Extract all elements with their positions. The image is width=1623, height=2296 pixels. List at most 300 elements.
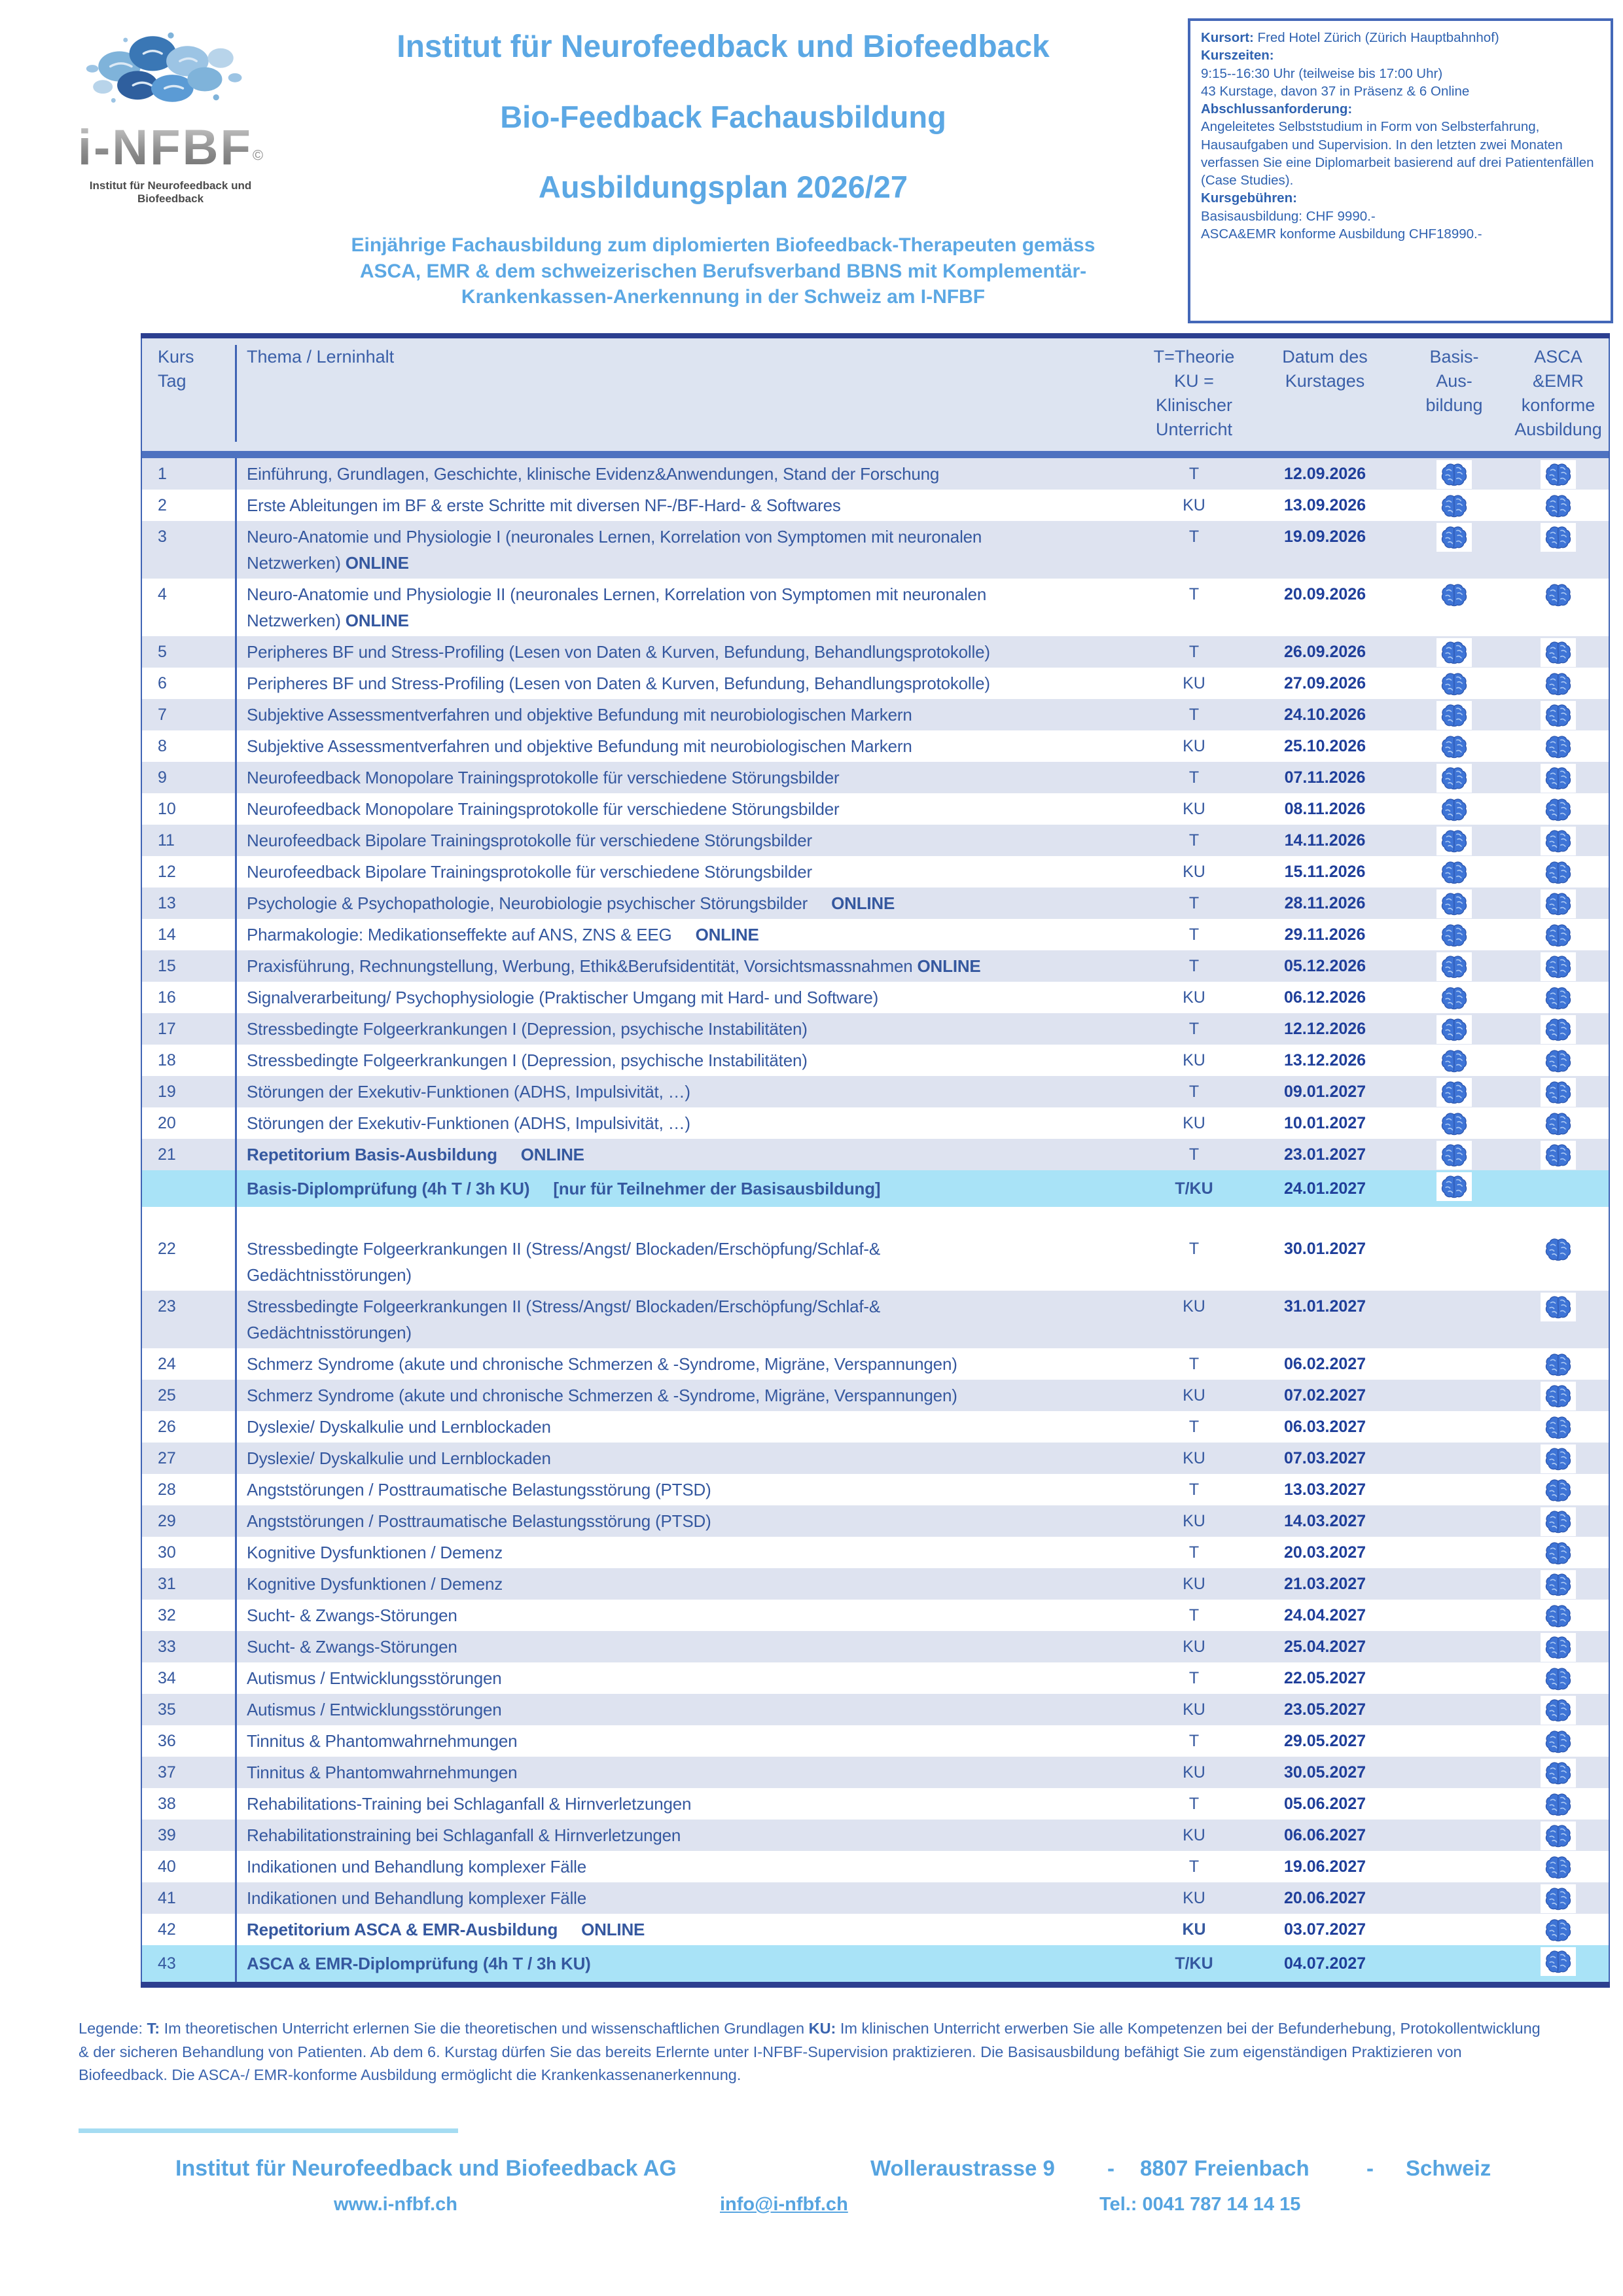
course-date: 22.05.2027 — [1283, 1669, 1366, 1687]
lesson-type: KU — [1183, 1297, 1205, 1316]
course-topic — [237, 1474, 1140, 1505]
info-value: Fred Hotel Zürich (Zürich Hauptbahnhof) — [1253, 30, 1499, 45]
icon-tile — [1436, 858, 1472, 887]
lesson-type: KU — [1183, 1575, 1205, 1593]
brain-icon — [1440, 924, 1468, 948]
basis-included-cell — [1402, 458, 1507, 489]
course-topic — [237, 1139, 1140, 1170]
info-value: ASCA&EMR konforme Ausbildung CHF18990.- — [1201, 226, 1482, 242]
basis-included-cell — [1402, 1725, 1507, 1727]
info-value: 43 Kurstage, davon 37 in Präsenz & 6 Online — [1201, 83, 1470, 99]
basis-included-cell — [1402, 1505, 1507, 1507]
course-row — [142, 730, 1609, 762]
course-date: 29.11.2026 — [1284, 925, 1366, 944]
brain-icon — [1544, 1049, 1572, 1073]
basis-included-cell — [1402, 1139, 1507, 1170]
asca-included-cell — [1507, 1945, 1610, 1976]
brain-icon — [1544, 641, 1572, 665]
brain-icon — [1440, 1081, 1468, 1105]
brain-icon — [1440, 766, 1468, 791]
table-top-bar — [141, 333, 1610, 338]
topic-segment: Dyslexie/ Dyskalkulie und Lernblockaden — [247, 1448, 551, 1468]
lesson-type: T — [1188, 1732, 1200, 1750]
asca-included-cell — [1507, 919, 1610, 950]
info-line — [1201, 29, 1600, 46]
basis-included-cell — [1402, 950, 1507, 981]
basis-included-cell — [1402, 1631, 1507, 1633]
course-row — [142, 1443, 1609, 1474]
topic-segment: Kognitive Dysfunktionen / Demenz — [247, 1543, 503, 1562]
course-row — [142, 1348, 1609, 1380]
topic-segment: Rehabilitationstraining bei Schlaganfall & Hirnverletzungen — [247, 1825, 681, 1845]
brain-icon — [1440, 861, 1468, 885]
asca-included-cell — [1507, 825, 1610, 855]
lesson-type: T — [1188, 1083, 1200, 1101]
course-topic — [237, 1851, 1140, 1882]
basis-included-cell — [1402, 1170, 1507, 1201]
footer-website: www.i-nfbf.ch — [334, 2194, 458, 2215]
asca-included-cell — [1507, 1139, 1610, 1170]
course-day-number: 38 — [142, 1788, 237, 1820]
course-day-number: 8 — [142, 730, 237, 762]
exam-row — [142, 1170, 1609, 1207]
table-header-row — [142, 338, 1609, 451]
footer-country: Schweiz — [1406, 2156, 1491, 2180]
brain-icon — [1544, 924, 1572, 948]
course-date: 07.03.2027 — [1283, 1449, 1366, 1467]
course-topic — [237, 1757, 1140, 1788]
brain-icon — [1440, 1143, 1468, 1168]
icon-tile — [1541, 795, 1576, 824]
topic-segment: Indikationen und Behandlung komplexer Fälle — [247, 1888, 586, 1908]
topic-segment: Pharmakologie: Medikationseffekte auf ANS, ZNS & EEG — [247, 925, 672, 944]
asca-included-cell — [1507, 579, 1610, 609]
footer-separator: - — [1107, 2156, 1115, 2180]
brain-icon — [1544, 583, 1572, 607]
course-date: 13.12.2026 — [1283, 1051, 1366, 1069]
subtitle: Einjährige Fachausbildung zum diplomierten Biofeedback-Therapeuten gemäss ASCA, EMR & dem schweizerischen Berufsverband BBNS mit Komplementär- Krankenkassen-Anerkennung in der Schweiz am I-NFBF — [351, 234, 1096, 308]
icon-tile — [1541, 827, 1576, 855]
topic-segment: ONLINE — [917, 956, 981, 976]
topic-segment: ONLINE — [345, 553, 409, 573]
spacer-row — [142, 1207, 1609, 1233]
topic-segment: Neurofeedback Bipolare Trainingsprotokolle für verschiedene Störungsbilder — [247, 862, 812, 882]
icon-tile — [1541, 1759, 1576, 1787]
course-row — [142, 1505, 1609, 1537]
brain-icon — [1544, 892, 1572, 916]
basis-included-cell — [1402, 1348, 1507, 1350]
topic-segment: Autismus / Entwicklungsstörungen — [247, 1668, 502, 1688]
lesson-type: KU — [1183, 1449, 1205, 1467]
topic-segment: Subjektive Assessmentverfahren und objektive Befundung mit neurobiologischen Markern — [247, 705, 912, 725]
legend-segment: Im theoretischen Unterricht erlernen Sie die theoretischen und wissenschaftlichen Grundlagen — [160, 2020, 809, 2037]
asca-included-cell — [1507, 1411, 1610, 1442]
asca-included-cell — [1507, 1045, 1610, 1075]
institute-logo — [58, 25, 283, 206]
brain-icon — [1544, 829, 1572, 853]
basis-included-cell — [1402, 699, 1507, 730]
brain-icon — [1544, 1081, 1572, 1105]
course-topic — [237, 1820, 1140, 1851]
brain-icon — [1544, 1384, 1572, 1408]
course-row — [142, 1107, 1609, 1139]
topic-segment: Angststörungen / Posttraumatische Belastungsstörung (PTSD) — [247, 1511, 711, 1531]
course-day-number: 9 — [142, 762, 237, 793]
course-day-number: 40 — [142, 1851, 237, 1882]
icon-tile — [1541, 1790, 1576, 1819]
basis-included-cell — [1402, 1291, 1507, 1293]
lesson-type: T — [1188, 1669, 1200, 1687]
icon-tile — [1541, 1382, 1576, 1410]
topic-segment: Erste Ableitungen im BF & erste Schritte mit diversen NF-/BF-Hard- & Softwares — [247, 495, 841, 515]
icon-tile — [1436, 1078, 1472, 1107]
brain-icon — [1544, 1238, 1572, 1262]
course-day-number — [142, 1170, 237, 1207]
basis-included-cell — [1402, 1107, 1507, 1138]
info-value: 9:15--16:30 Uhr (teilweise bis 17:00 Uhr) — [1201, 65, 1443, 81]
lesson-type: KU — [1183, 674, 1205, 692]
brain-icon — [1544, 672, 1572, 696]
lesson-type: T — [1188, 585, 1200, 603]
icon-tile — [1541, 764, 1576, 793]
info-line — [1201, 82, 1600, 100]
lesson-type: KU — [1183, 1512, 1205, 1530]
asca-included-cell — [1507, 1882, 1610, 1913]
icon-tile — [1436, 984, 1472, 1013]
topic-segment: Schmerz Syndrome (akute und chronische Schmerzen & -Syndrome, Migräne, Verspannungen) — [247, 1386, 957, 1405]
basis-included-cell — [1402, 982, 1507, 1013]
icon-tile — [1436, 670, 1472, 698]
icon-tile — [1436, 581, 1472, 609]
course-day-number: 21 — [142, 1139, 237, 1170]
lesson-type: T/KU — [1175, 1954, 1213, 1973]
asca-included-cell — [1507, 1851, 1610, 1882]
info-box-content — [1201, 29, 1600, 243]
lesson-type: T — [1188, 768, 1200, 787]
brain-icon — [1544, 735, 1572, 759]
brain-icon — [1544, 1416, 1572, 1440]
basis-included-cell — [1402, 521, 1507, 552]
basis-included-cell — [1402, 762, 1507, 793]
basis-included-cell — [1402, 856, 1507, 887]
asca-included-cell — [1507, 1076, 1610, 1107]
brain-icon — [1544, 955, 1572, 979]
lesson-type: KU — [1183, 1700, 1205, 1719]
course-day-number: 12 — [142, 856, 237, 888]
footer-email-link[interactable]: info@i-nfbf.ch — [720, 2194, 848, 2215]
asca-included-cell — [1507, 458, 1610, 489]
course-topic — [237, 1233, 1140, 1291]
icon-tile — [1436, 523, 1472, 552]
icon-tile — [1436, 1109, 1472, 1138]
topic-segment: Neurofeedback Monopolare Trainingsprotokolle für verschiedene Störungsbilder — [247, 799, 840, 819]
course-row — [142, 1013, 1609, 1045]
brain-logo-icon — [76, 25, 266, 123]
course-topic — [237, 1945, 1140, 1982]
course-topic — [237, 919, 1140, 950]
legend-text — [79, 2017, 1551, 2087]
brain-icon — [1544, 1510, 1572, 1534]
course-row — [142, 668, 1609, 699]
icon-tile — [1436, 460, 1472, 489]
brain-icon — [1544, 1541, 1572, 1566]
brain-icon — [1544, 1730, 1572, 1754]
course-row — [142, 1725, 1609, 1757]
course-row — [142, 1631, 1609, 1662]
icon-tile — [1436, 921, 1472, 950]
topic-segment: Sucht- & Zwangs-Störungen — [247, 1637, 457, 1657]
course-day-number: 27 — [142, 1443, 237, 1474]
lesson-type: KU — [1183, 1114, 1205, 1132]
course-day-number: 25 — [142, 1380, 237, 1411]
course-topic — [237, 1013, 1140, 1045]
course-day-number: 13 — [142, 888, 237, 919]
course-date: 25.10.2026 — [1283, 737, 1366, 755]
table-frame — [141, 338, 1610, 1982]
footer-street: Wolleraustrasse 9 — [870, 2156, 1055, 2180]
course-date: 28.11.2026 — [1284, 894, 1366, 912]
topic-segment: ASCA & EMR-Diplomprüfung (4h T / 3h KU) — [247, 1954, 591, 1973]
brain-icon — [1544, 463, 1572, 487]
course-day-number: 15 — [142, 950, 237, 982]
icon-tile — [1541, 1047, 1576, 1075]
course-title: Bio-Feedback Fachausbildung — [500, 99, 946, 134]
brain-icon — [1440, 829, 1468, 853]
course-date: 20.03.2027 — [1283, 1543, 1366, 1562]
course-topic — [237, 856, 1140, 888]
course-date: 05.06.2027 — [1283, 1795, 1366, 1813]
lesson-type: KU — [1183, 863, 1205, 881]
asca-included-cell — [1507, 730, 1610, 761]
icon-tile — [1541, 1476, 1576, 1505]
topic-segment: Dyslexie/ Dyskalkulie und Lernblockaden — [247, 1417, 551, 1437]
course-date: 05.12.2026 — [1283, 957, 1366, 975]
topic-segment: Kognitive Dysfunktionen / Demenz — [247, 1574, 503, 1594]
icon-tile — [1541, 1141, 1576, 1170]
course-day-number: 19 — [142, 1076, 237, 1107]
course-row — [142, 1914, 1609, 1945]
lesson-type: T — [1188, 643, 1200, 661]
icon-tile — [1541, 858, 1576, 887]
lesson-type: T — [1188, 1145, 1200, 1164]
basis-included-cell — [1402, 1820, 1507, 1821]
basis-included-cell — [1402, 1788, 1507, 1790]
basis-included-cell — [1402, 730, 1507, 761]
course-topic — [237, 950, 1140, 982]
course-date: 25.04.2027 — [1283, 1638, 1366, 1656]
icon-tile — [1541, 921, 1576, 950]
course-day-number: 28 — [142, 1474, 237, 1505]
lesson-type: T — [1188, 528, 1200, 546]
course-topic — [237, 1170, 1140, 1207]
asca-included-cell — [1507, 636, 1610, 667]
basis-included-cell — [1402, 1233, 1507, 1235]
course-row — [142, 982, 1609, 1013]
brain-icon — [1544, 1447, 1572, 1471]
course-day-number: 3 — [142, 521, 237, 579]
asca-included-cell — [1507, 1443, 1610, 1473]
icon-tile — [1541, 581, 1576, 609]
course-topic — [237, 1914, 1140, 1945]
asca-included-cell — [1507, 1914, 1610, 1945]
brain-icon — [1544, 861, 1572, 885]
brain-icon — [1544, 1143, 1572, 1168]
header-basis: Basis- Aus- bildung — [1425, 347, 1483, 415]
icon-tile — [1541, 1633, 1576, 1662]
lesson-type: KU — [1183, 1051, 1205, 1069]
course-topic — [237, 1291, 1140, 1348]
footer-phone: Tel.: 0041 787 14 14 15 — [1099, 2194, 1301, 2215]
legend-segment: T: — [147, 2020, 160, 2037]
course-topic — [237, 1505, 1140, 1537]
lesson-type: KU — [1183, 1763, 1205, 1782]
icon-tile — [1541, 492, 1576, 520]
course-day-number: 6 — [142, 668, 237, 699]
course-day-number: 16 — [142, 982, 237, 1013]
course-day-number: 10 — [142, 793, 237, 825]
brain-icon — [1440, 1018, 1468, 1042]
brain-icon — [1544, 1479, 1572, 1503]
course-date: 31.01.2027 — [1283, 1297, 1366, 1316]
icon-tile — [1436, 764, 1472, 793]
course-topic — [237, 699, 1140, 730]
course-topic — [237, 1600, 1140, 1631]
asca-included-cell — [1507, 668, 1610, 698]
lesson-type: T — [1188, 1480, 1200, 1499]
asca-included-cell — [1507, 1474, 1610, 1505]
topic-segment: Indikationen und Behandlung komplexer Fälle — [247, 1857, 586, 1876]
course-row — [142, 1694, 1609, 1725]
course-row — [142, 1600, 1609, 1631]
course-topic — [237, 1882, 1140, 1914]
brain-icon — [1440, 494, 1468, 518]
icon-tile — [1541, 889, 1576, 918]
brain-icon — [1544, 1604, 1572, 1628]
icon-tile — [1541, 1293, 1576, 1321]
icon-tile — [1541, 1078, 1576, 1107]
course-row — [142, 1568, 1609, 1600]
asca-included-cell — [1507, 490, 1610, 520]
topic-segment: Psychologie & Psychopathologie, Neurobiologie psychischer Störungsbilder — [247, 893, 808, 913]
course-row — [142, 825, 1609, 856]
topic-segment: Einführung, Grundlagen, Geschichte, klinische Evidenz&Anwendungen, Stand der Forschung — [247, 464, 940, 484]
brain-icon — [1440, 672, 1468, 696]
icon-tile — [1436, 1015, 1472, 1044]
course-row — [142, 1139, 1609, 1170]
table-body — [142, 458, 1609, 1982]
course-row — [142, 1851, 1609, 1882]
basis-included-cell — [1402, 636, 1507, 667]
icon-tile — [1436, 952, 1472, 981]
asca-included-cell — [1507, 1820, 1610, 1850]
basis-included-cell — [1402, 1076, 1507, 1107]
course-row — [142, 699, 1609, 730]
icon-tile — [1436, 732, 1472, 761]
course-topic — [237, 825, 1140, 856]
footer-separator: - — [1366, 2156, 1374, 2180]
asca-included-cell — [1507, 1505, 1610, 1536]
topic-segment: Peripheres BF und Stress-Profiling (Lesen von Daten & Kurven, Befundung, Behandlungsprotokolle) — [247, 673, 990, 693]
course-table — [141, 333, 1610, 1988]
info-line — [1201, 189, 1600, 207]
course-day-number: 22 — [142, 1233, 237, 1291]
topic-segment: Rehabilitations-Training bei Schlaganfall & Hirnverletzungen — [247, 1794, 692, 1814]
info-line — [1201, 207, 1600, 225]
course-topic — [237, 636, 1140, 668]
course-date: 08.11.2026 — [1284, 800, 1366, 818]
course-row — [142, 950, 1609, 982]
icon-tile — [1541, 670, 1576, 698]
lesson-type: KU — [1182, 1920, 1206, 1939]
course-topic — [237, 1107, 1140, 1139]
course-day-number: 23 — [142, 1291, 237, 1348]
basis-included-cell — [1402, 1045, 1507, 1075]
icon-tile — [1436, 827, 1472, 855]
basis-included-cell — [1402, 1474, 1507, 1476]
topic-segment: Peripheres BF und Stress-Profiling (Lesen von Daten & Kurven, Befundung, Behandlungsprotokolle) — [247, 642, 990, 662]
course-topic — [237, 888, 1140, 919]
basis-included-cell — [1402, 1851, 1507, 1853]
page-title: Institut für Neurofeedback und Biofeedback — [397, 29, 1050, 64]
topic-segment: ONLINE — [345, 611, 409, 630]
brain-icon — [1544, 766, 1572, 791]
course-row — [142, 458, 1609, 490]
course-date: 23.01.2027 — [1283, 1145, 1366, 1164]
lesson-type: KU — [1183, 1826, 1205, 1844]
asca-included-cell — [1507, 793, 1610, 824]
brain-icon — [1544, 1112, 1572, 1136]
topic-segment: Stressbedingte Folgeerkrankungen I (Depression, psychische Instabilitäten) — [247, 1019, 808, 1039]
brain-icon — [1544, 704, 1572, 728]
asca-included-cell — [1507, 1291, 1610, 1321]
icon-tile — [1541, 1350, 1576, 1379]
course-row — [142, 1882, 1609, 1914]
course-day-number: 1 — [142, 458, 237, 490]
brain-icon — [1544, 1824, 1572, 1848]
icon-tile — [1541, 1413, 1576, 1442]
course-date: 07.11.2026 — [1284, 768, 1366, 787]
course-day-number: 34 — [142, 1662, 237, 1694]
logo-caption: Institut für Neurofeedback und Biofeedback — [89, 179, 252, 205]
topic-segment: Neuro-Anatomie und Physiologie I (neuronales Lernen, Korrelation von Symptomen mit neuronalen Netzwerken) — [247, 527, 982, 573]
asca-included-cell — [1507, 1631, 1610, 1662]
course-day-number: 39 — [142, 1820, 237, 1851]
icon-tile — [1541, 523, 1576, 552]
course-row — [142, 1380, 1609, 1411]
course-topic — [237, 793, 1140, 825]
brain-icon — [1544, 1353, 1572, 1377]
course-day-number: 29 — [142, 1505, 237, 1537]
brain-icon — [1440, 583, 1468, 607]
legend-segment: KU: — [808, 2020, 836, 2037]
course-row — [142, 888, 1609, 919]
info-line — [1201, 46, 1600, 64]
basis-included-cell — [1402, 888, 1507, 918]
asca-included-cell — [1507, 1568, 1610, 1599]
icon-tile — [1541, 1539, 1576, 1568]
asca-included-cell — [1507, 1662, 1610, 1693]
brain-icon — [1440, 892, 1468, 916]
basis-included-cell — [1402, 490, 1507, 520]
course-day-number: 4 — [142, 579, 237, 636]
course-row — [142, 1757, 1609, 1788]
icon-tile — [1436, 701, 1472, 730]
topic-segment: Schmerz Syndrome (akute und chronische Schmerzen & -Syndrome, Migräne, Verspannungen) — [247, 1354, 957, 1374]
course-day-number: 35 — [142, 1694, 237, 1725]
basis-included-cell — [1402, 1662, 1507, 1664]
icon-tile — [1541, 984, 1576, 1013]
basis-included-cell — [1402, 579, 1507, 609]
